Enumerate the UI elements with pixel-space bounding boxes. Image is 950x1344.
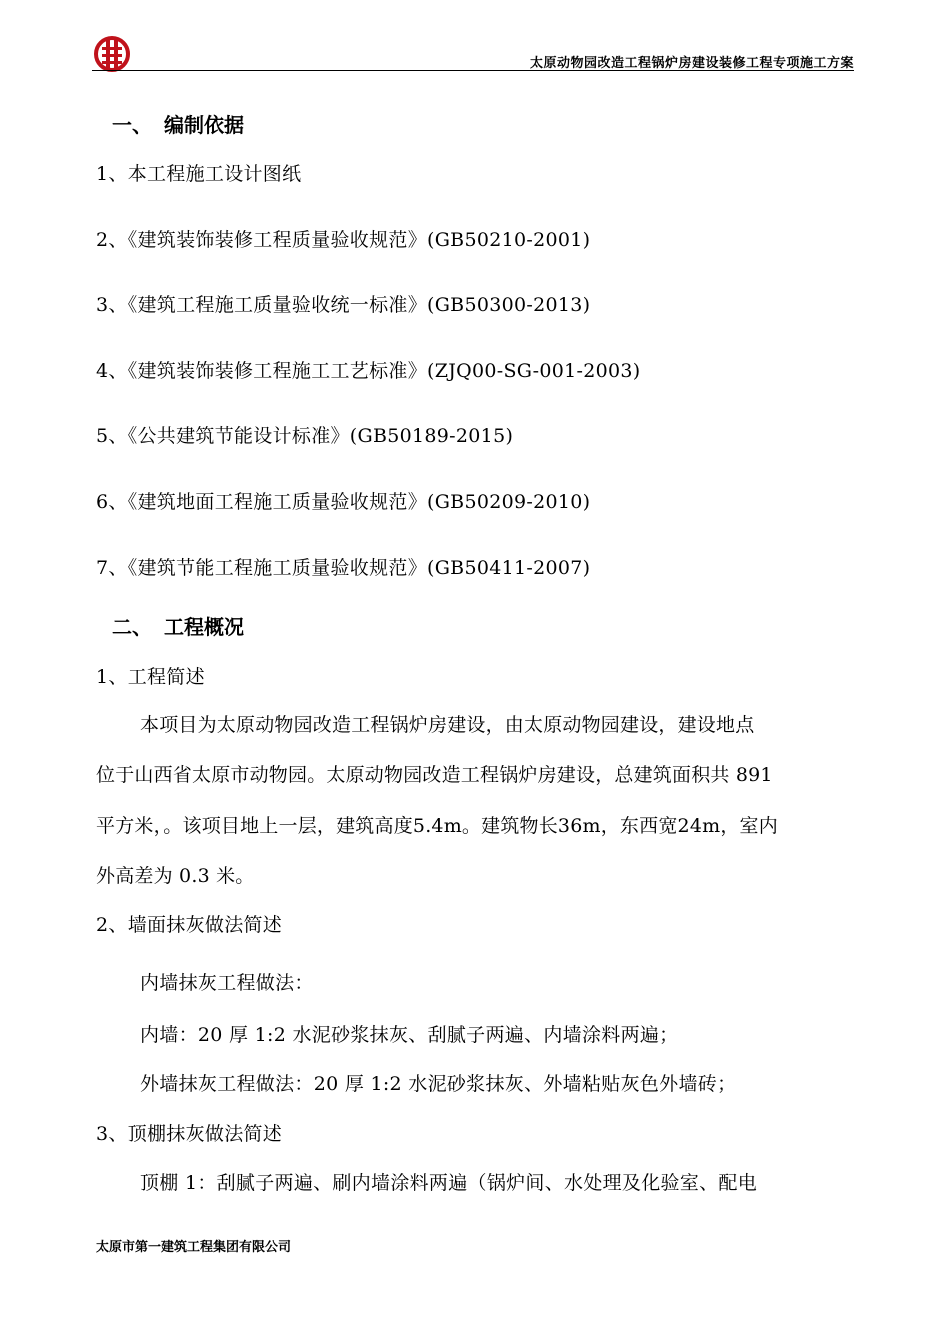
basis-item: 5、《公共建筑节能设计标准》(GB50189-2015) — [96, 425, 514, 447]
section-heading-basis — [112, 109, 244, 138]
basis-item: 7、《建筑节能工程施工质量验收规范》(GB50411-2007) — [96, 557, 591, 579]
section-title: 编制依据 — [164, 113, 244, 137]
header-divider — [92, 70, 854, 71]
basis-item: 3、《建筑工程施工质量验收统一标准》(GB50300-2013) — [96, 294, 591, 316]
basis-item: 4、《建筑装饰装修工程施工工艺标准》(ZJQ00-SG-001-2003) — [96, 360, 641, 382]
paragraph-line: 外高差为 0.3 米。 — [96, 865, 255, 887]
header-title: 太原动物园改造工程锅炉房建设装修工程专项施工方案 — [529, 56, 854, 71]
section-heading-overview — [112, 611, 244, 640]
paragraph-line: 本项目为太原动物园改造工程锅炉房建设，由太原动物园建设，建设地点 — [140, 714, 755, 736]
wall-line: 内墙：20 厚 1:2 水泥砂浆抹灰、刮腻子两遍、内墙涂料两遍； — [140, 1024, 679, 1046]
ceiling-line: 顶棚 1：刮腻子两遍、刷内墙涂料两遍（锅炉间、水处理及化验室、配电 — [140, 1172, 758, 1194]
basis-item: 6、《建筑地面工程施工质量验收规范》(GB50209-2010) — [96, 491, 591, 513]
section-number: 二、 — [112, 615, 152, 639]
section-title: 工程概况 — [164, 615, 244, 639]
wall-line: 内墙抹灰工程做法： — [140, 972, 314, 994]
subsection-heading: 2、墙面抹灰做法简述 — [96, 914, 283, 936]
paragraph-line: 平方米，。该项目地上一层，建筑高度5.4m。建筑物长36m，东西宽24m，室内 — [96, 815, 778, 837]
subsection-heading: 3、顶棚抹灰做法简述 — [96, 1123, 283, 1145]
paragraph-line: 位于山西省太原市动物园。太原动物园改造工程锅炉房建设，总建筑面积共 891 — [96, 764, 773, 786]
subsection-heading: 1、工程简述 — [96, 666, 205, 688]
company-logo-icon — [92, 34, 132, 74]
section-number: 一、 — [112, 113, 152, 137]
wall-line: 外墙抹灰工程做法：20 厚 1:2 水泥砂浆抹灰、外墙粘贴灰色外墙砖； — [140, 1073, 737, 1095]
basis-item: 1、本工程施工设计图纸 — [96, 163, 302, 185]
basis-item: 2、《建筑装饰装修工程质量验收规范》(GB50210-2001) — [96, 229, 591, 251]
footer-company: 太原市第一建筑工程集团有限公司 — [96, 1240, 292, 1255]
